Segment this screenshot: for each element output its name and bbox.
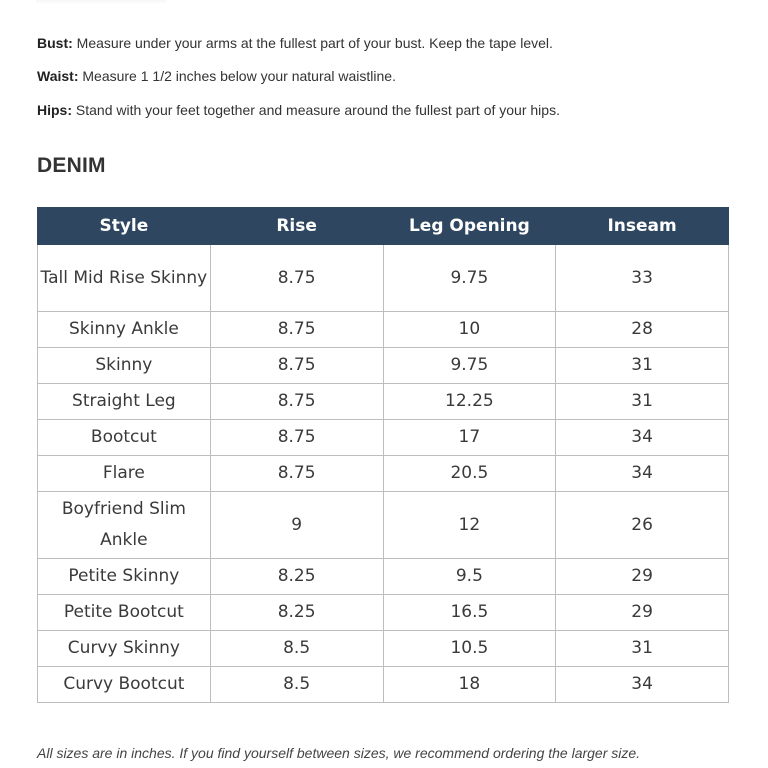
- cell-leg-opening: 18: [383, 667, 556, 703]
- cell-leg-opening: 17: [383, 420, 556, 456]
- cell-rise: 8.5: [210, 631, 383, 667]
- cell-inseam: 31: [556, 631, 729, 667]
- bust-label: Bust:: [37, 35, 73, 51]
- header-inseam: Inseam: [556, 208, 729, 245]
- hips-label: Hips:: [37, 102, 72, 118]
- table-header-row: [38, 208, 729, 245]
- cell-style: Petite Skinny: [38, 559, 211, 595]
- hips-instruction: [37, 101, 560, 119]
- cell-inseam: 26: [556, 492, 729, 559]
- cell-inseam: 34: [556, 456, 729, 492]
- cell-inseam: 29: [556, 595, 729, 631]
- table-row: [38, 312, 729, 348]
- cell-style: Boyfriend Slim Ankle: [38, 492, 211, 559]
- hips-text: Stand with your feet together and measure around the fullest part of your hips.: [75, 102, 560, 118]
- table-row: [38, 456, 729, 492]
- cell-inseam: 29: [556, 559, 729, 595]
- table-row: [38, 492, 729, 559]
- cell-inseam: 34: [556, 420, 729, 456]
- cell-inseam: 33: [556, 245, 729, 312]
- table-row: [38, 348, 729, 384]
- waist-text: Measure 1 1/2 inches below your natural waistline.: [82, 68, 396, 84]
- cell-leg-opening: 20.5: [383, 456, 556, 492]
- cell-style: Bootcut: [38, 420, 211, 456]
- header-style: Style: [38, 208, 211, 245]
- header-leg-opening: Leg Opening: [383, 208, 556, 245]
- table-row: [38, 595, 729, 631]
- cell-leg-opening: 10.5: [383, 631, 556, 667]
- table-row: [38, 384, 729, 420]
- bust-instruction: [37, 34, 553, 52]
- cell-rise: 8.25: [210, 559, 383, 595]
- cell-leg-opening: 12.25: [383, 384, 556, 420]
- cell-rise: 8.75: [210, 348, 383, 384]
- cell-inseam: 34: [556, 667, 729, 703]
- cell-rise: 8.75: [210, 312, 383, 348]
- cell-rise: 8.75: [210, 420, 383, 456]
- cell-rise: 8.25: [210, 595, 383, 631]
- cropped-heading-fragment: [36, 0, 166, 4]
- table-row: [38, 420, 729, 456]
- cell-inseam: 31: [556, 348, 729, 384]
- section-title: DENIM: [37, 154, 106, 177]
- table-row: [38, 245, 729, 312]
- cell-style: Curvy Skinny: [38, 631, 211, 667]
- cell-style: Straight Leg: [38, 384, 211, 420]
- cell-style: Petite Bootcut: [38, 595, 211, 631]
- table-row: [38, 631, 729, 667]
- cell-style: Tall Mid Rise Skinny: [38, 245, 211, 312]
- cell-leg-opening: 10: [383, 312, 556, 348]
- cell-leg-opening: 9.5: [383, 559, 556, 595]
- waist-label: Waist:: [37, 68, 79, 84]
- cell-inseam: 28: [556, 312, 729, 348]
- denim-size-table: [37, 207, 729, 703]
- cell-rise: 8.75: [210, 384, 383, 420]
- bust-text: Measure under your arms at the fullest part of your bust. Keep the tape level.: [76, 35, 553, 51]
- cell-style: Curvy Bootcut: [38, 667, 211, 703]
- waist-instruction: [37, 67, 396, 85]
- cell-leg-opening: 16.5: [383, 595, 556, 631]
- cell-rise: 8.5: [210, 667, 383, 703]
- cell-leg-opening: 12: [383, 492, 556, 559]
- cell-style: Skinny Ankle: [38, 312, 211, 348]
- footer-note: All sizes are in inches. If you find yourself between sizes, we recommend ordering the larger size.: [37, 745, 641, 761]
- table-row: [38, 559, 729, 595]
- cell-rise: 8.75: [210, 245, 383, 312]
- cell-style: Flare: [38, 456, 211, 492]
- cell-style: Skinny: [38, 348, 211, 384]
- cell-leg-opening: 9.75: [383, 245, 556, 312]
- cell-rise: 8.75: [210, 456, 383, 492]
- cell-leg-opening: 9.75: [383, 348, 556, 384]
- table-row: [38, 667, 729, 703]
- header-rise: Rise: [210, 208, 383, 245]
- table-body: [38, 245, 729, 703]
- cell-rise: 9: [210, 492, 383, 559]
- cell-inseam: 31: [556, 384, 729, 420]
